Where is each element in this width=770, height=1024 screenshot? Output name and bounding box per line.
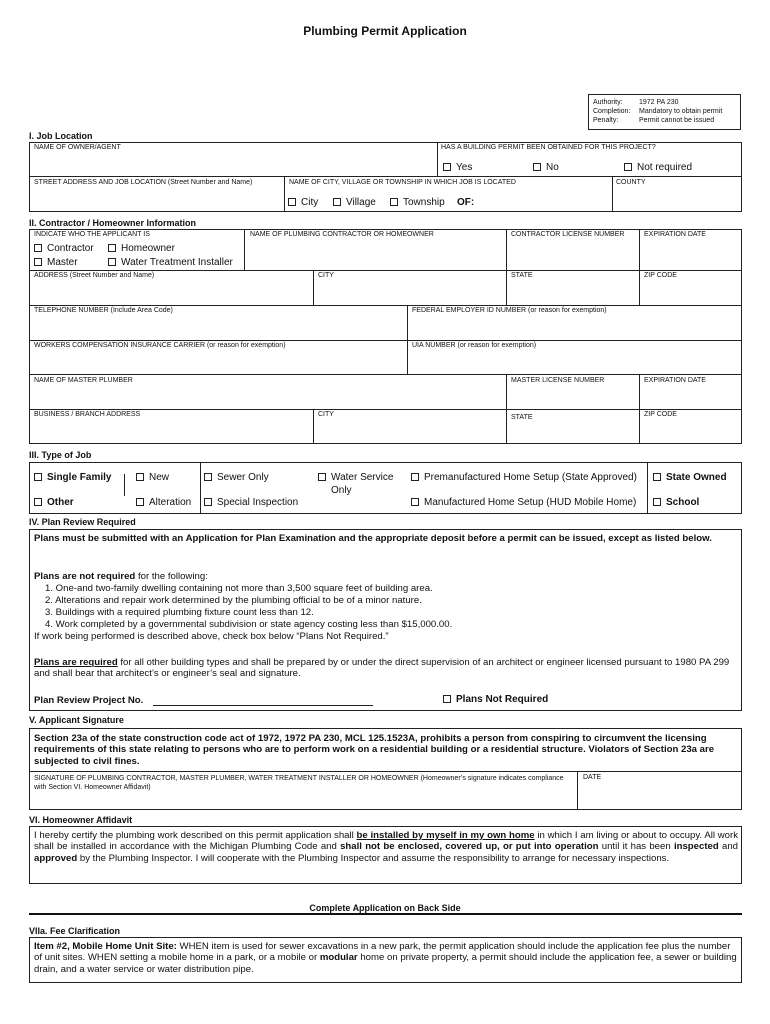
job-single-family[interactable]: Single Family: [34, 472, 111, 484]
checkbox-icon: [624, 163, 632, 171]
master-license-label: MASTER LICENSE NUMBER: [511, 377, 605, 384]
telephone-label: TELEPHONE NUMBER (Include Area Code): [34, 307, 173, 314]
city-village-township-label: NAME OF CITY, VILLAGE OR TOWNSHIP IN WHICH JOB IS LOCATED: [289, 179, 516, 186]
checkbox-icon: [443, 695, 451, 703]
project-number-label: Plan Review Project No.: [34, 695, 144, 706]
section-23a-warning: Section 23a of the state construction code act of 1972, 1972 PA 230, MCL 125.1523A, prohibits a person from conspiring to circumvent the licensing requirements of this state relating to persons who are to perform work on a residential building or a residential structure. Violators of Section 23a are subjected to civil fines.: [34, 733, 715, 767]
if-work-note: If work being performed is described above, check box below “Plans Not Required.”: [34, 631, 389, 642]
affidavit-text: I hereby certify the plumbing work described on this permit application shall be installed by myself in my own home in which I am living or about to occupy. All work shall be installed in accordance with the Michigan Plumbing Code and shall not be enclosed, covered up, or put into operation until it has been inspected and approved by the Plumbing Inspector. I will cooperate with the Plumbing Inspector and assume the responsibility to arrange for necessary inspections.: [34, 830, 738, 864]
building-permit-question: HAS A BUILDING PERMIT BEEN OBTAINED FOR THIS PROJECT?: [441, 144, 656, 151]
checkbox-icon: [34, 498, 42, 506]
checkbox-icon: [411, 498, 419, 506]
section-divider: [29, 913, 742, 915]
section-6-heading: VI. Homeowner Affidavit: [29, 815, 133, 825]
job-other[interactable]: Other: [34, 497, 74, 509]
job-sewer-only[interactable]: Sewer Only: [204, 472, 269, 484]
state-label: STATE: [511, 272, 533, 279]
job-school[interactable]: School: [653, 497, 699, 509]
branch-zip-label: ZIP CODE: [644, 411, 677, 418]
checkbox-icon: [390, 198, 398, 206]
jurisdiction-township[interactable]: Township: [390, 197, 445, 209]
completion-row: Completion: Mandatory to obtain permit: [593, 108, 723, 115]
master-expiration-label: EXPIRATION DATE: [644, 377, 706, 384]
building-permit-yes[interactable]: Yes: [443, 162, 472, 174]
street-address-label: STREET ADDRESS AND JOB LOCATION (Street Number and Name): [34, 179, 253, 186]
authority-row: Authority: 1972 PA 230: [593, 99, 679, 106]
exemption-item: 3. Buildings with a required plumbing fixture count less than 12.: [45, 607, 314, 618]
section-1-heading: I. Job Location: [29, 131, 93, 141]
checkbox-icon: [108, 258, 116, 266]
section-3-heading: III. Type of Job: [29, 450, 92, 460]
job-premanufactured[interactable]: Premanufactured Home Setup (State Approved): [411, 472, 637, 484]
branch-address-label: BUSINESS / BRANCH ADDRESS: [34, 411, 141, 418]
applicant-homeowner[interactable]: Homeowner: [108, 243, 175, 255]
section-2-heading: II. Contractor / Homeowner Information: [29, 218, 197, 228]
checkbox-icon: [136, 498, 144, 506]
city-label: CITY: [318, 272, 334, 279]
checkbox-icon: [108, 244, 116, 252]
job-location-table: [29, 142, 742, 212]
checkbox-icon: [533, 163, 541, 171]
checkbox-icon: [443, 163, 451, 171]
plans-not-required-line: Plans are not required for the following:: [34, 571, 208, 582]
penalty-row: Penalty: Permit cannot be issued: [593, 117, 715, 124]
exemption-item: 4. Work completed by a governmental subdivision or state agency costing less than $15,000.00.: [45, 619, 453, 630]
job-state-owned[interactable]: State Owned: [653, 472, 727, 484]
plan-review-intro: Plans must be submitted with an Application for Plan Examination and the appropriate deposit before a permit can be issued, except as listed below.: [34, 533, 712, 544]
master-plumber-label: NAME OF MASTER PLUMBER: [34, 377, 133, 384]
checkbox-icon: [333, 198, 341, 206]
signature-label[interactable]: SIGNATURE OF PLUMBING CONTRACTOR, MASTER PLUMBER, WATER TREATMENT INSTALLER OR HOMEOWNER (Homeowner’s signature indicates compliance with Section VI. Homeowner Affidavit): [34, 775, 564, 791]
building-permit-no[interactable]: No: [533, 162, 559, 174]
authority-list: [593, 98, 722, 125]
applicant-type-label: INDICATE WHO THE APPLICANT IS: [34, 231, 150, 238]
checkbox-icon: [411, 473, 419, 481]
job-new[interactable]: New: [136, 472, 169, 484]
building-permit-not-required[interactable]: Not required: [624, 162, 692, 174]
checkbox-icon: [136, 473, 144, 481]
workers-comp-label: WORKERS COMPENSATION INSURANCE CARRIER (or reason for exemption): [34, 342, 286, 349]
section-7a-heading: VIIa. Fee Clarification: [29, 926, 121, 936]
exemption-item: 2. Alterations and repair work determined by the plumbing official to be of a minor nature.: [45, 595, 422, 606]
section-5-heading: V. Applicant Signature: [29, 715, 124, 725]
contractor-name-label: NAME OF PLUMBING CONTRACTOR OR HOMEOWNER: [250, 231, 434, 238]
job-manufactured[interactable]: Manufactured Home Setup (HUD Mobile Home): [411, 497, 636, 509]
plans-required-paragraph: Plans are required for all other building types and shall be prepared by or under the direct supervision of an architect or engineer licensed pursuant to 1980 PA 299 and shall bear that architect’s or engineer’s seal and signature.: [34, 657, 730, 680]
project-number-input[interactable]: [153, 705, 373, 706]
exemption-item: 1. One-and two-family dwelling containing not more than 3,500 square feet of building area.: [45, 583, 433, 594]
fein-label: FEDERAL EMPLOYER ID NUMBER (or reason for exemption): [412, 307, 607, 314]
section-4-heading: IV. Plan Review Required: [29, 517, 136, 527]
job-alteration[interactable]: Alteration: [136, 497, 191, 509]
checkbox-icon: [34, 258, 42, 266]
uia-label: UIA NUMBER (or reason for exemption): [412, 342, 537, 349]
zip-label: ZIP CODE: [644, 272, 677, 279]
jurisdiction-of-label: OF:: [457, 197, 475, 208]
jurisdiction-village[interactable]: Village: [333, 197, 376, 209]
back-side-note: Complete Application on Back Side: [309, 903, 461, 913]
checkbox-icon: [653, 473, 661, 481]
checkbox-icon: [318, 473, 326, 481]
checkbox-icon: [204, 498, 212, 506]
checkbox-icon: [34, 473, 42, 481]
contractor-expiration-label: EXPIRATION DATE: [644, 231, 706, 238]
checkbox-icon: [653, 498, 661, 506]
checkbox-icon: [288, 198, 296, 206]
applicant-water-treatment[interactable]: Water Treatment Installer: [108, 257, 233, 269]
plans-not-required-checkbox[interactable]: Plans Not Required: [443, 694, 548, 706]
contractor-license-label: CONTRACTOR LICENSE NUMBER: [511, 231, 625, 238]
job-special-inspection[interactable]: Special Inspection: [204, 497, 298, 509]
checkbox-icon: [34, 244, 42, 252]
page-title: Plumbing Permit Application: [303, 24, 467, 38]
checkbox-icon: [204, 473, 212, 481]
date-label[interactable]: DATE: [583, 774, 602, 781]
branch-city-label: CITY: [318, 411, 334, 418]
applicant-contractor[interactable]: Contractor: [34, 243, 94, 255]
job-water-service[interactable]: Water Service: [318, 472, 393, 484]
county-label: COUNTY: [616, 179, 646, 186]
fee-clarification-text: Item #2, Mobile Home Unit Site: WHEN item is used for sewer excavations in a new park, the permit application should include the application fee plus the number of unit sites. WHEN setting a mobile home in a park, or a mobile or modular home on private property, a permit should include the application fee, a sewer or building drain, and a water service or water distribution pipe.: [34, 941, 737, 975]
owner-agent-label: NAME OF OWNER/AGENT: [34, 144, 121, 151]
branch-state-label: STATE: [511, 414, 533, 421]
address-label: ADDRESS (Street Number and Name): [34, 272, 155, 279]
jurisdiction-city[interactable]: City: [288, 197, 318, 209]
applicant-master[interactable]: Master: [34, 257, 78, 269]
job-water-service-only: Only: [331, 485, 352, 496]
